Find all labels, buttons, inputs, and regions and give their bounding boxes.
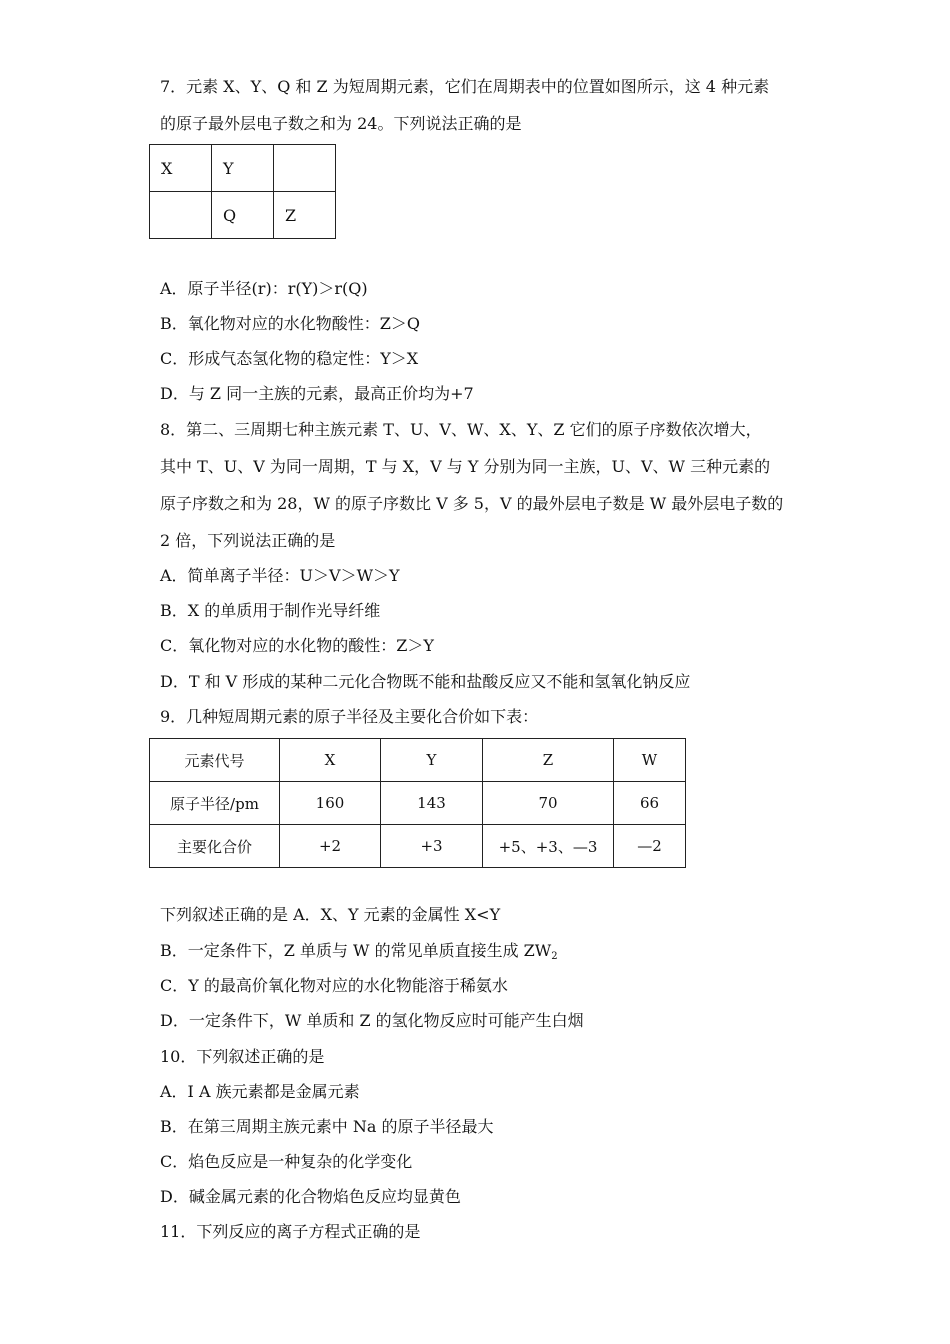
- q10-option-a: A．I A 族元素都是金属元素: [160, 1082, 360, 1101]
- q7-option-c: C．形成气态氢化物的稳定性：Y＞X: [160, 349, 419, 368]
- q8-stem-line4: 2 倍，下列说法正确的是: [160, 531, 336, 550]
- table-row: [150, 782, 686, 825]
- q11-stem: 11．下列反应的离子方程式正确的是: [160, 1222, 421, 1241]
- table-cell: [274, 145, 336, 192]
- q8-stem-line2: 其中 T、U、V 为同一周期，T 与 X，V 与 Y 分别为同一主族，U、V、W 三种元素的: [160, 457, 771, 476]
- table-cell: 143: [381, 782, 483, 825]
- table-header-cell: Y: [381, 739, 483, 782]
- table-cell: 160: [280, 782, 381, 825]
- q7-stem-line2: 的原子最外层电子数之和为 24。下列说法正确的是: [160, 114, 522, 133]
- table-row: [150, 145, 336, 192]
- q9-option-a: 下列叙述正确的是 A．X、Y 元素的金属性 X<Y: [160, 905, 501, 924]
- table-cell: [150, 192, 212, 239]
- q10-option-c: C．焰色反应是一种复杂的化学变化: [160, 1152, 413, 1171]
- table-cell: +3: [381, 825, 483, 868]
- table-cell: +5、+3、—3: [483, 825, 614, 868]
- q7-option-d: D．与 Z 同一主族的元素，最高正价均为+7: [160, 384, 474, 403]
- table-header-cell: Z: [483, 739, 614, 782]
- table-row: [150, 825, 686, 868]
- q10-option-d: D．碱金属元素的化合物焰色反应均显黄色: [160, 1187, 461, 1206]
- element-properties-table: [149, 738, 686, 868]
- table-cell: X: [150, 145, 212, 192]
- q7-stem-line1: 7．元素 X、Y、Q 和 Z 为短周期元素，它们在周期表中的位置如图所示，这 4 种元素: [160, 77, 770, 96]
- q10-stem: 10．下列叙述正确的是: [160, 1047, 325, 1066]
- table-header-cell: 元素代号: [150, 739, 280, 782]
- table-cell: 70: [483, 782, 614, 825]
- table-row: [150, 192, 336, 239]
- q8-option-d: D．T 和 V 形成的某种二元化合物既不能和盐酸反应又不能和氢氧化钠反应: [160, 672, 691, 691]
- q9-option-c: C．Y 的最高价氧化物对应的水化物能溶于稀氨水: [160, 976, 508, 995]
- table-header-cell: W: [614, 739, 686, 782]
- table-cell: 主要化合价: [150, 825, 280, 868]
- q10-option-b: B．在第三周期主族元素中 Na 的原子半径最大: [160, 1117, 494, 1136]
- table-cell: 66: [614, 782, 686, 825]
- q9-option-d: D．一定条件下，W 单质和 Z 的氢化物反应时可能产生白烟: [160, 1011, 584, 1030]
- q9-option-b-text: B．一定条件下，Z 单质与 W 的常见单质直接生成 ZW: [160, 941, 552, 960]
- q8-option-a: A．简单离子半径：U＞V＞W＞Y: [160, 566, 400, 585]
- table-cell: —2: [614, 825, 686, 868]
- table-cell: +2: [280, 825, 381, 868]
- subscript: 2: [551, 951, 558, 962]
- table-header-cell: X: [280, 739, 381, 782]
- q8-option-c: C．氧化物对应的水化物的酸性：Z＞Y: [160, 636, 434, 655]
- table-cell: Z: [274, 192, 336, 239]
- q8-option-b: B．X 的单质用于制作光导纤维: [160, 601, 381, 620]
- table-header-row: [150, 739, 686, 782]
- table-cell: Q: [212, 192, 274, 239]
- table-cell: 原子半径/pm: [150, 782, 280, 825]
- q9-stem: 9．几种短周期元素的原子半径及主要化合价如下表：: [160, 707, 539, 726]
- q9-option-b: [160, 941, 558, 967]
- periodic-position-table: [149, 144, 336, 239]
- q8-stem-line3: 原子序数之和为 28，W 的原子序数比 V 多 5，V 的最外层电子数是 W 最外层电子数的: [160, 494, 784, 513]
- q8-stem-line1: 8．第二、三周期七种主族元素 T、U、V、W、X、Y、Z 它们的原子序数依次增大，: [160, 420, 762, 439]
- q7-option-b: B．氧化物对应的水化物酸性：Z＞Q: [160, 314, 420, 333]
- table-cell: Y: [212, 145, 274, 192]
- q7-option-a: A．原子半径(r)：r(Y)＞r(Q): [160, 279, 368, 298]
